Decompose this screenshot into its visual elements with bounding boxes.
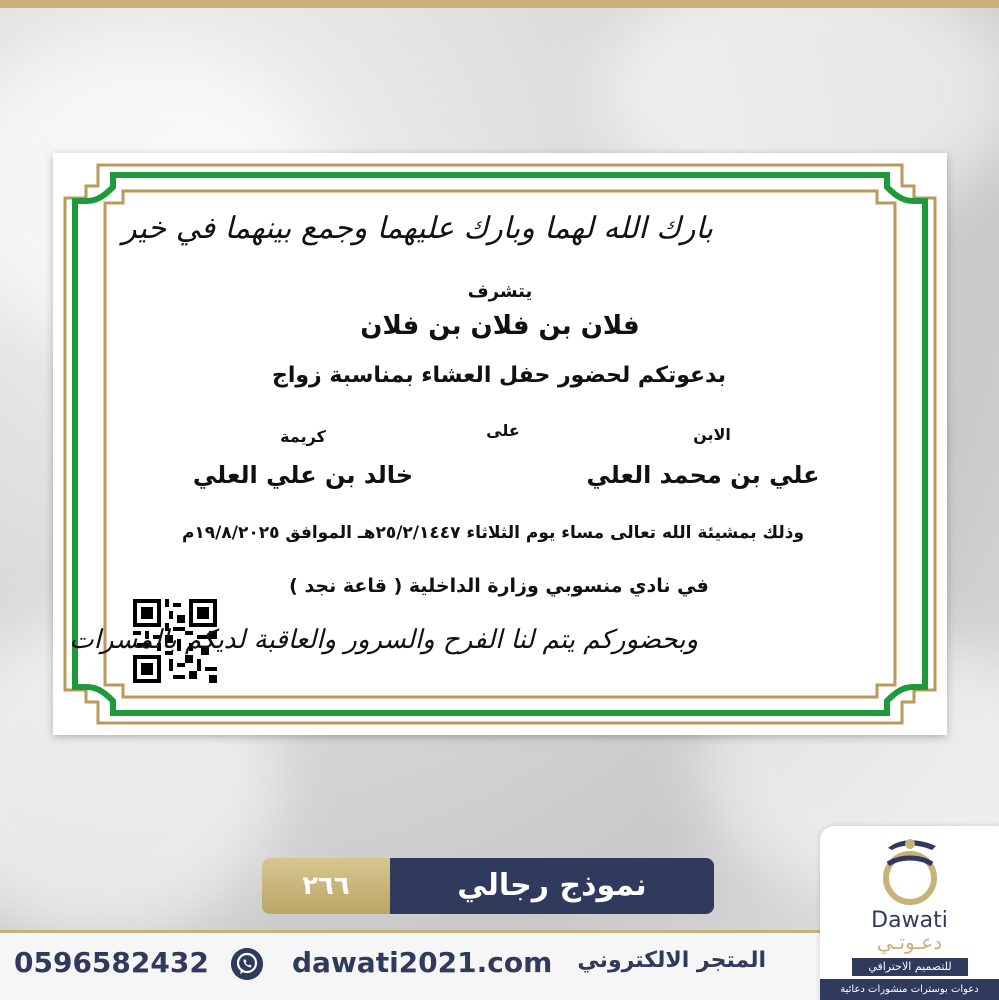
logo-name-en: Dawati xyxy=(871,908,948,933)
bride-label: كريمة xyxy=(280,427,326,446)
logo-name-ar: دعـوتـي xyxy=(876,930,943,954)
groom-label: الابن xyxy=(693,425,731,444)
phone-number[interactable]: 0596582432 xyxy=(14,946,209,979)
website-link[interactable]: dawati2021.com xyxy=(292,946,553,979)
whatsapp-icon[interactable] xyxy=(231,948,263,980)
date-line: وذلك بمشيئة الله تعالى مساء يوم الثلاثاء ٢٥/٢/١٤٤٧هـ الموافق ١٩/٨/٢٠٢٥م xyxy=(181,523,805,543)
bottom-calligraphy: وبحضوركم يتم لنا الفرح والسرور والعاقبة لديكم بالمسرات xyxy=(69,625,698,655)
invite-line: بدعوتكم لحضور حفل العشاء بمناسبة زواج xyxy=(271,363,727,388)
store-label: المتجر الالكتروني xyxy=(577,948,766,973)
groom-name: علي بن محمد العلي xyxy=(586,461,820,489)
model-title-bar xyxy=(262,858,714,914)
top-calligraphy: بارك الله لهما وبارك عليهما وجمع بينهما في خير xyxy=(122,211,713,246)
venue-line: في نادي منسوبي وزارة الداخلية ( قاعة نجد ) xyxy=(289,575,709,597)
host-name: فلان بن فلان بن فلان xyxy=(360,311,640,341)
on-label: على xyxy=(486,421,520,440)
bride-father-name: خالد بن علي العلي xyxy=(192,461,414,489)
logo-cup-icon xyxy=(870,834,950,910)
top-gold-strip xyxy=(0,0,999,8)
honored-by: يتشرف xyxy=(467,281,533,302)
model-number: ٢٦٦ xyxy=(302,871,350,901)
invitation-card xyxy=(53,153,947,735)
dawati-logo xyxy=(820,826,999,1000)
logo-tagline: للتصميم الاحترافي xyxy=(852,958,968,976)
model-label: نموذج رجالي xyxy=(457,868,647,903)
logo-subline: دعوات بوسترات منشورات دعائية xyxy=(820,979,999,1000)
